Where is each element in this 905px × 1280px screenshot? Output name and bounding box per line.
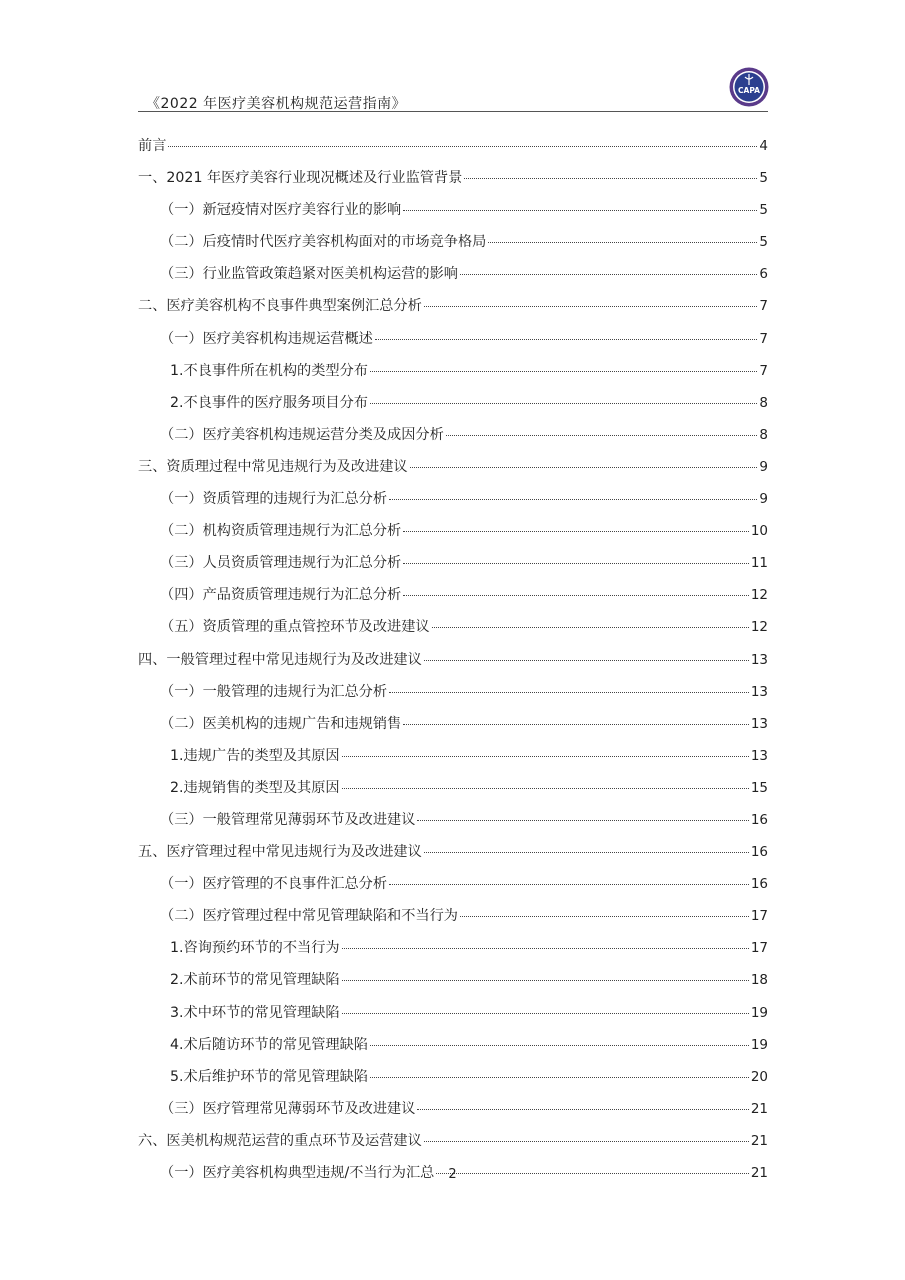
- toc-entry-title: 前言: [138, 138, 167, 154]
- header-divider: [138, 111, 768, 112]
- toc-dot-leader: [403, 562, 749, 564]
- toc-entry-title: （三）行业监管政策趋紧对医美机构运营的影响: [160, 266, 458, 283]
- toc-entry[interactable]: [138, 997, 768, 1029]
- toc-entry[interactable]: [138, 515, 768, 547]
- toc-entry[interactable]: [138, 323, 768, 355]
- toc-dot-leader: [342, 755, 749, 757]
- toc-entry-title: 2.不良事件的医疗服务项目分布: [170, 394, 368, 411]
- toc-dot-leader: [424, 1140, 749, 1142]
- toc-entry[interactable]: [138, 1093, 768, 1125]
- toc-entry-page: 21: [750, 1132, 768, 1149]
- toc-entry-page: 16: [750, 811, 768, 828]
- toc-entry-title: 二、医疗美容机构不良事件典型案例汇总分析: [138, 298, 422, 315]
- toc-entry-title: 2.违规销售的类型及其原因: [170, 779, 340, 796]
- toc-entry[interactable]: [138, 355, 768, 387]
- toc-entry-page: 13: [750, 747, 768, 764]
- toc-entry[interactable]: [138, 772, 768, 804]
- toc-dot-leader: [168, 145, 757, 147]
- toc-dot-leader: [342, 787, 749, 789]
- toc-entry[interactable]: [138, 932, 768, 964]
- toc-entry[interactable]: [138, 900, 768, 932]
- toc-entry-title: （二）医疗美容机构违规运营分类及成因分析: [160, 426, 444, 443]
- logo-text: CAPA: [738, 86, 760, 95]
- toc-entry-title: （二）机构资质管理违规行为汇总分析: [160, 523, 402, 540]
- toc-entry-title: （三）医疗管理常见薄弱环节及改进建议: [160, 1100, 416, 1117]
- toc-entry-title: 四、一般管理过程中常见违规行为及改进建议: [138, 651, 422, 668]
- toc-dot-leader: [370, 1044, 749, 1046]
- toc-entry-title: （一）医疗美容机构典型违规/不当行为汇总: [160, 1165, 435, 1181]
- toc-entry-page: 5: [759, 202, 768, 219]
- toc-entry[interactable]: [138, 451, 768, 483]
- toc-entry-title: 1.违规广告的类型及其原因: [170, 747, 340, 764]
- toc-entry[interactable]: [138, 708, 768, 740]
- toc-entry-page: 19: [750, 1004, 768, 1021]
- toc-entry[interactable]: [138, 387, 768, 419]
- toc-entry-page: 13: [750, 651, 768, 668]
- toc-entry-title: 5.术后维护环节的常见管理缺陷: [170, 1068, 368, 1085]
- toc-entry-page: 16: [750, 844, 768, 861]
- toc-dot-leader: [464, 177, 757, 179]
- toc-entry[interactable]: [138, 258, 768, 290]
- toc-entry[interactable]: [138, 162, 768, 194]
- toc-dot-leader: [370, 402, 757, 404]
- toc-entry[interactable]: [138, 130, 768, 162]
- toc-entry-page: 8: [759, 426, 768, 443]
- toc-dot-leader: [403, 723, 749, 725]
- toc-dot-leader: [424, 851, 749, 853]
- toc-dot-leader: [410, 466, 758, 468]
- toc-entry[interactable]: [138, 644, 768, 676]
- toc-dot-leader: [446, 434, 758, 436]
- toc-entry-title: （三）人员资质管理违规行为汇总分析: [160, 555, 402, 572]
- toc-entry[interactable]: [138, 611, 768, 643]
- toc-dot-leader: [460, 273, 757, 275]
- toc-entry[interactable]: [138, 676, 768, 708]
- toc-entry[interactable]: [138, 194, 768, 226]
- toc-entry-title: （四）产品资质管理违规行为汇总分析: [160, 587, 402, 604]
- toc-entry-title: （一）一般管理的违规行为汇总分析: [160, 683, 388, 700]
- toc-entry-page: 13: [750, 683, 768, 700]
- toc-entry-page: 7: [759, 330, 768, 347]
- toc-entry[interactable]: [138, 290, 768, 322]
- toc-entry-title: 六、医美机构规范运营的重点环节及运营建议: [138, 1132, 422, 1149]
- toc-entry-title: 五、医疗管理过程中常见违规行为及改进建议: [138, 844, 422, 861]
- toc-entry-page: 8: [759, 394, 768, 411]
- toc-entry[interactable]: [138, 804, 768, 836]
- toc-entry-page: 21: [750, 1165, 768, 1181]
- toc-entry-title: （二）医疗管理过程中常见管理缺陷和不当行为: [160, 908, 458, 925]
- toc-dot-leader: [342, 1012, 749, 1014]
- toc-entry[interactable]: [138, 1061, 768, 1093]
- toc-entry[interactable]: [138, 579, 768, 611]
- toc-dot-leader: [417, 1108, 748, 1110]
- toc-entry-page: 5: [759, 234, 768, 251]
- toc-entry-page: 18: [750, 972, 768, 989]
- toc-entry-title: （三）一般管理常见薄弱环节及改进建议: [160, 811, 416, 828]
- toc-dot-leader: [370, 370, 757, 372]
- toc-dot-leader: [342, 979, 749, 981]
- capa-logo: [729, 67, 769, 107]
- toc-entry-page: 13: [750, 715, 768, 732]
- toc-entry-page: 6: [759, 266, 768, 283]
- toc-dot-leader: [375, 338, 758, 340]
- toc-dot-leader: [488, 241, 757, 243]
- toc-entry[interactable]: [138, 419, 768, 451]
- toc-entry[interactable]: [138, 740, 768, 772]
- toc-dot-leader: [389, 691, 749, 693]
- toc-entry-page: 17: [750, 940, 768, 957]
- toc-entry[interactable]: [138, 1029, 768, 1061]
- toc-dot-leader: [424, 305, 758, 307]
- toc-entry-title: 1.不良事件所在机构的类型分布: [170, 362, 368, 379]
- toc-entry-title: 三、资质理过程中常见违规行为及改进建议: [138, 458, 408, 475]
- toc-entry-title: 2.术前环节的常见管理缺陷: [170, 972, 340, 989]
- toc-dot-leader: [342, 947, 749, 949]
- toc-entry-page: 5: [759, 170, 768, 187]
- toc-entry-page: 11: [750, 555, 768, 572]
- toc-entry-page: 7: [759, 362, 768, 379]
- toc-entry-page: 12: [750, 619, 768, 636]
- toc-dot-leader: [432, 626, 749, 628]
- toc-entry-title: （五）资质管理的重点管控环节及改进建议: [160, 619, 430, 636]
- toc-entry-title: 3.术中环节的常见管理缺陷: [170, 1004, 340, 1021]
- toc-dot-leader: [403, 530, 749, 532]
- toc-entry-title: （二）后疫情时代医疗美容机构面对的市场竞争格局: [160, 234, 487, 251]
- toc-entry[interactable]: [138, 547, 768, 579]
- toc-entry-title: （一）医疗管理的不良事件汇总分析: [160, 876, 388, 893]
- toc-entry-page: 9: [759, 491, 768, 508]
- toc-entry-title: （二）医美机构的违规广告和违规销售: [160, 715, 402, 732]
- toc-entry[interactable]: [138, 964, 768, 996]
- toc-entry-title: （一）医疗美容机构违规运营概述: [160, 330, 373, 347]
- toc-entry-page: 7: [759, 298, 768, 315]
- toc-entry-page: 17: [750, 908, 768, 925]
- toc-entry-page: 15: [750, 779, 768, 796]
- toc-entry-page: 12: [750, 587, 768, 604]
- toc-dot-leader: [417, 819, 748, 821]
- toc-entry-page: 21: [750, 1100, 768, 1117]
- toc-entry-title: 4.术后随访环节的常见管理缺陷: [170, 1036, 368, 1053]
- table-of-contents: [138, 130, 768, 1189]
- toc-entry[interactable]: [138, 483, 768, 515]
- toc-entry-page: 20: [750, 1068, 768, 1085]
- toc-entry-title: 1.咨询预约环节的不当行为: [170, 940, 340, 957]
- toc-entry[interactable]: [138, 1125, 768, 1157]
- toc-dot-leader: [460, 915, 749, 917]
- toc-dot-leader: [403, 594, 749, 596]
- toc-dot-leader: [370, 1076, 749, 1078]
- toc-dot-leader: [389, 498, 757, 500]
- toc-dot-leader: [403, 209, 757, 211]
- toc-entry-title: 一、2021 年医疗美容行业现况概述及行业监管背景: [138, 170, 463, 187]
- toc-entry-page: 10: [750, 523, 768, 540]
- page-number: 2: [448, 1167, 457, 1182]
- document-title: 《2022 年医疗美容机构规范运营指南》: [146, 96, 407, 112]
- toc-entry[interactable]: [138, 836, 768, 868]
- toc-entry-page: 19: [750, 1036, 768, 1053]
- toc-dot-leader: [389, 883, 749, 885]
- toc-entry-page: 9: [759, 458, 768, 475]
- toc-entry[interactable]: [138, 226, 768, 258]
- toc-entry-title: （一）新冠疫情对医疗美容行业的影响: [160, 202, 402, 219]
- toc-entry-page: 4: [759, 138, 768, 154]
- toc-entry-page: 16: [750, 876, 768, 893]
- toc-dot-leader: [424, 659, 749, 661]
- toc-entry-title: （一）资质管理的违规行为汇总分析: [160, 491, 388, 508]
- toc-entry[interactable]: [138, 868, 768, 900]
